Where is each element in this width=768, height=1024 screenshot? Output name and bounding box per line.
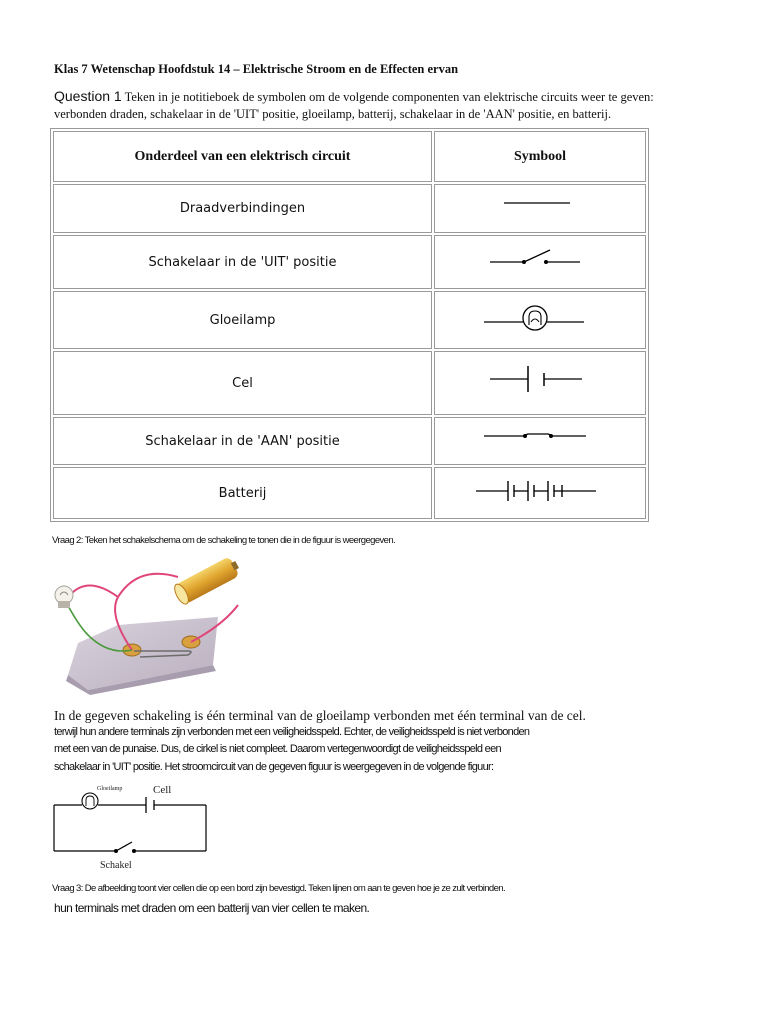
bulb-symbol bbox=[434, 291, 646, 349]
table-row-label: Cel bbox=[53, 351, 432, 415]
question-2: Vraag 2: Teken het schakelschema om de schakeling te tonen die in de figuur is weergegeven. bbox=[52, 535, 396, 546]
cell-symbol bbox=[434, 351, 646, 415]
question-1 bbox=[54, 88, 694, 123]
table-header-symbol: Symbool bbox=[434, 131, 646, 182]
question-1-text-line-1: Teken in je notitieboek de symbolen om de volgende componenten van elektrische circuits weer te geven: bbox=[124, 90, 654, 104]
question-3: Vraag 3: De afbeelding toont vier cellen die op een bord zijn bevestigd. Teken lijnen om aan te geven hoe je ze zult verbinden. bbox=[52, 883, 505, 894]
open-switch-symbol bbox=[434, 235, 646, 289]
answer-2-line-2: terwijl hun andere terminals zijn verbonden met een veiligheidsspeld. Echter, de veiligheidsspeld is niet verbonden bbox=[54, 726, 530, 738]
table-row-label: Schakelaar in de 'UIT' positie bbox=[53, 235, 432, 289]
table-row-label: Draadverbindingen bbox=[53, 184, 432, 233]
table-row-label: Batterij bbox=[53, 467, 432, 519]
question-1-label: Question 1 bbox=[54, 88, 122, 104]
circuit-photo bbox=[48, 555, 268, 700]
circuit-label-switch: Schakel bbox=[100, 860, 132, 871]
circuit-diagram bbox=[50, 780, 220, 883]
closed-switch-symbol bbox=[434, 417, 646, 465]
table-header-component: Onderdeel van een elektrisch circuit bbox=[53, 131, 432, 182]
circuit-label-cell: Cell bbox=[153, 784, 172, 796]
question-1-text-line-2: verbonden draden, schakelaar in de 'UIT' positie, gloeilamp, batterij, schakelaar in de 'AAN' positie, en batterij. bbox=[54, 107, 612, 121]
answer-2-line-1: In de gegeven schakeling is één terminal van de gloeilamp verbonden met één terminal van de cel. bbox=[54, 708, 586, 723]
components-table bbox=[50, 128, 649, 522]
page-title: Klas 7 Wetenschap Hoofdstuk 14 – Elektrische Stroom en de Effecten ervan bbox=[54, 62, 459, 76]
wire-symbol bbox=[434, 184, 646, 233]
table-row-label: Schakelaar in de 'AAN' positie bbox=[53, 417, 432, 465]
circuit-label-bulb: Gloeilamp bbox=[97, 786, 123, 792]
question-3-line-2: hun terminals met draden om een batterij van vier cellen te maken. bbox=[54, 901, 370, 915]
answer-2-line-3: met een van de punaise. Dus, de cirkel is niet compleet. Daarom vertegenwoordigt de veiligheidsspeld een bbox=[54, 743, 501, 755]
table-row-label: Gloeilamp bbox=[53, 291, 432, 349]
answer-2-line-4: schakelaar in 'UIT' positie. Het stroomcircuit van de gegeven figuur is weergegeven in de volgende figuur: bbox=[54, 761, 494, 773]
battery-symbol bbox=[434, 467, 646, 519]
